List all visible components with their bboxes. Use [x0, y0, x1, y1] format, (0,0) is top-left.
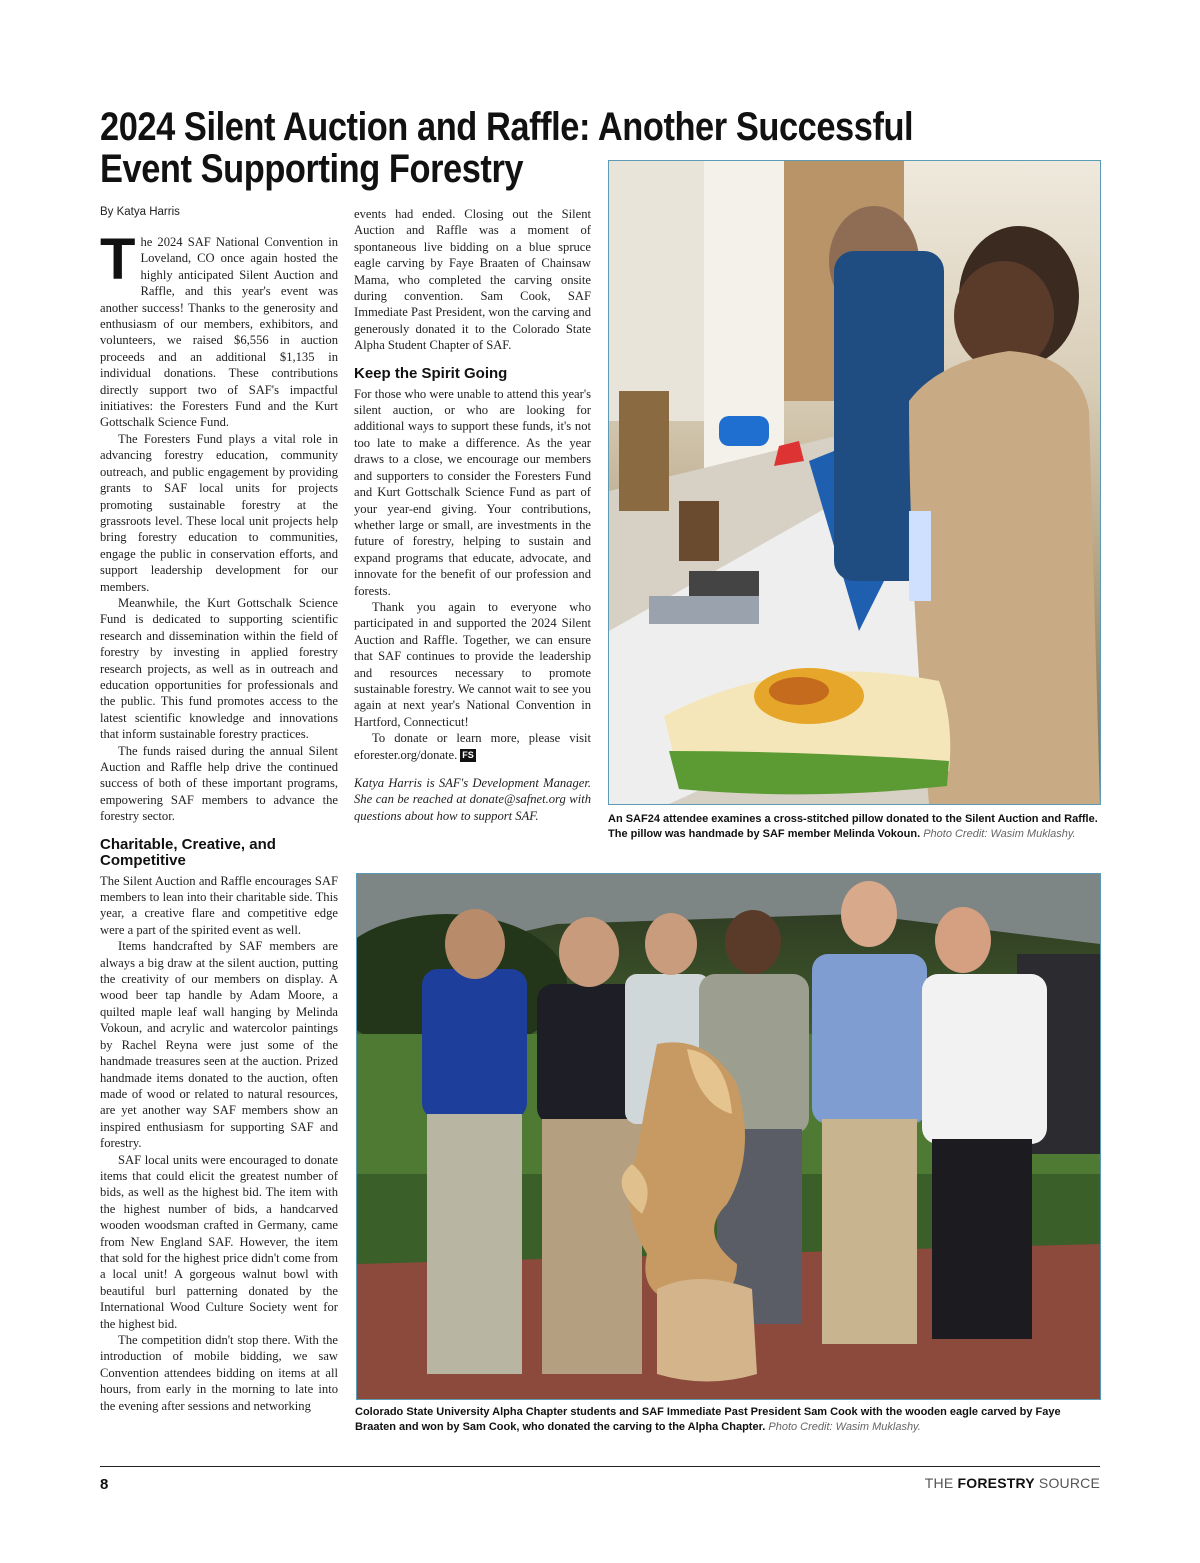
paragraph: Thank you again to everyone who participated in and supported the 2024 Silent Auction and Raffle. Together, we can ensure that SAF continues to provide the leadership and resources necessary to promote sustainable forestry. We cannot wait to see you again at next year's National Convention in Hartford, Connecticut! — [354, 599, 591, 729]
paragraph: For those who were unable to attend this year's silent auction, or who are looking for additional ways to support these funds, it's not too late to make a difference. As the year draws to a close, we encourage our members and supporters to consider the Foresters Fund and Kurt Gottschalk Science Fund as part of your year-end giving. Your contributions, whether large or small, are investments in the future of forestry, helping to sustain and expand programs that educate, advocate, and innovate for the benefit of our profession and forests. — [354, 386, 591, 598]
section-heading: Keep the Spirit Going — [354, 364, 508, 382]
section-heading: Charitable, Creative, and Competitive — [100, 835, 276, 869]
byline: By Katya Harris — [100, 206, 180, 218]
paragraph: SAF local units were encouraged to donate items that could elicit the greatest number of bids, as well as the highest bid. The item with the highest number of bids, a handcarved wooden woodsman crafted in Germany, came from New England SAF. However, the item that sold for the highest price didn't come from a local unit! A gorgeous walnut bowl with beautiful burl patterning donated by the International Wood Culture Society went for the highest bid. — [100, 1152, 338, 1331]
paragraph: The Silent Auction and Raffle encourages SAF members to lean into their charitable side. This year, a creative flare and competitive edge were a part of the spirited event as well. — [100, 873, 338, 937]
drop-cap: T — [100, 234, 136, 292]
attendee-pillow-illustration — [609, 161, 1100, 804]
paragraph — [354, 730, 591, 763]
footer-divider — [100, 1466, 1100, 1467]
photo1-caption-text: An SAF24 attendee examines a cross-stitched pillow donated to the Silent Auction and Raffle. The pillow was handmade by SAF member Melinda Vokoun. — [608, 813, 1098, 840]
page-number: 8 — [100, 1476, 109, 1493]
pub-forestry: FORESTRY — [957, 1475, 1035, 1491]
photo2-caption — [355, 1405, 1100, 1434]
paragraph: Items handcrafted by SAF members are always a big draw at the silent auction, putting the creativity of our members on display. A wood beer tap handle by Adam Moore, a quilted maple leaf wall hanging by Melinda Vokoun, and acrylic and watercolor paintings by Rachel Reyna were just some of the handmade treasures seen at the auction. Prized handmade items donated to the auction, often made of wood or related to natural resources, are yet another way SAF members show an inspired enthusiasm for supporting SAF and forestry. — [100, 939, 338, 1151]
pub-the: THE — [924, 1475, 958, 1491]
donate-text: To donate or learn more, please visit eforester.org/donate. — [354, 731, 591, 762]
attendee-pillow-photo — [608, 160, 1101, 805]
group-eagle-illustration — [357, 874, 1100, 1399]
pub-source: SOURCE — [1034, 1475, 1100, 1491]
author-bio: Katya Harris is SAF's Development Manager. She can be reached at donate@safnet.org with questions about how to support SAF. — [354, 776, 591, 823]
text-column-2 — [354, 206, 591, 846]
group-eagle-photo — [356, 873, 1101, 1400]
paragraph: The competition didn't stop there. With the introduction of mobile bidding, we saw Convention attendees bidding on items at all hours, from early in the morning to late into the evening after sessions and networking — [100, 1333, 338, 1413]
end-mark-icon: FS — [462, 749, 474, 760]
photo1-credit: Photo Credit: Wasim Muklashy. — [923, 827, 1076, 840]
paragraph: events had ended. Closing out the Silent Auction and Raffle was a moment of spontaneous live bidding on a blue spruce eagle carving by Faye Braaten of Chainsaw Mama, who completed the carving onsite during convention. Sam Cook, SAF Immediate Past President, won the carving and generously donated it to the Colorado State Alpha Student Chapter of SAF. — [354, 207, 591, 353]
intro-paragraph — [100, 234, 338, 431]
photo2-caption-text: Colorado State University Alpha Chapter students and SAF Immediate Past President Sam Cook with the wooden eagle carved by Faye Braaten and won by Sam Cook, who donated the carving to the Alpha Chapter. — [355, 1406, 1061, 1433]
text-column-1 — [100, 234, 338, 1466]
article-title: 2024 Silent Auction and Raffle: Another Successful Event Supporting Forestry — [100, 105, 914, 191]
paragraph: The Foresters Fund plays a vital role in advancing forestry education, community outreach, and public engagement by providing grants to SAF local units for projects promoting sustainable forestry at the grassroots level. These local unit projects help bring forestry education to communities, engage the public in conservation efforts, and support leadership development for our members. — [100, 431, 338, 594]
publication-name — [925, 1475, 1100, 1491]
intro-text: he 2024 SAF National Convention in Loveland, CO once again hosted the highly anticipated Silent Auction and Raffle, and this year's event was another success! Thanks to the generosity and enthusiasm of our members, exhibitors, and volunteers, we raised $6,556 in auction proceeds and an additional $1,135 in individual donations. These contributions directly support two of SAF's impactful initiatives: the Foresters Fund and the Kurt Gottschalk Science Fund. — [100, 235, 338, 430]
paragraph: Meanwhile, the Kurt Gottschalk Science Fund is dedicated to supporting scientific research and dissemination within the field of forestry by investing in applied forestry research projects, as well as in outreach and education opportunities for professionals and the public. This fund promotes access to the latest scientific knowledge and innovations that inform sustainable forestry practices. — [100, 595, 338, 742]
paragraph: The funds raised during the annual Silent Auction and Raffle help drive the continued success of both of these important programs, empowering SAF members to advance the forestry sector. — [100, 743, 338, 824]
photo1-caption — [608, 812, 1098, 841]
photo2-credit: Photo Credit: Wasim Muklashy. — [768, 1420, 921, 1433]
